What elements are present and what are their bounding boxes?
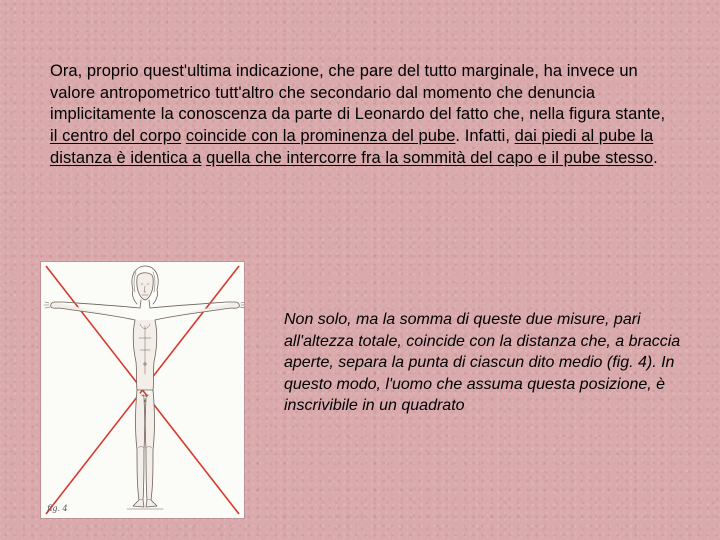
intro-text-5: . [653,148,658,167]
left-foot [133,500,144,507]
vitruvian-man-drawing [41,262,244,518]
intro-paragraph [50,61,670,170]
left-leg [136,390,145,500]
intro-text-1: Ora, proprio quest'ultima indicazione, che pare del tutto marginale, ha invece un valore antropometrico tutt'altro che secondario dal momento che denuncia implicitamente la conoscenza da parte di Leonardo del fatto che, nella figura stante, [50,62,666,124]
vitruvian-figure-image [41,262,244,518]
underlined-pubis-prominence: coincide con la prominenza del pube [185,127,456,146]
right-foot [146,500,157,507]
underlined-feet-to-pubis: dai piedi al pube la distanza è identica a [50,127,654,167]
underlined-head-to-pubis: quella che intercorre fra la sommità del capo e il pube stesso [206,148,654,167]
underlined-center-of-body: il centro del corpo [50,127,182,146]
right-leg [145,390,154,500]
left-arm [51,302,140,320]
right-arm [150,302,239,320]
intro-text-3: . Infatti, [455,127,515,146]
figure-label: fig. 4 [47,504,68,513]
caption-paragraph: Non solo, ma la somma di queste due misure, pari all'altezza totale, coincide con la distanza che, a braccia aperte, separa la punta di ciascun dito medio (fig. 4). In questo modo, l'uomo che assuma questa posizione, è inscrivibile in un quadrato [284,311,681,414]
